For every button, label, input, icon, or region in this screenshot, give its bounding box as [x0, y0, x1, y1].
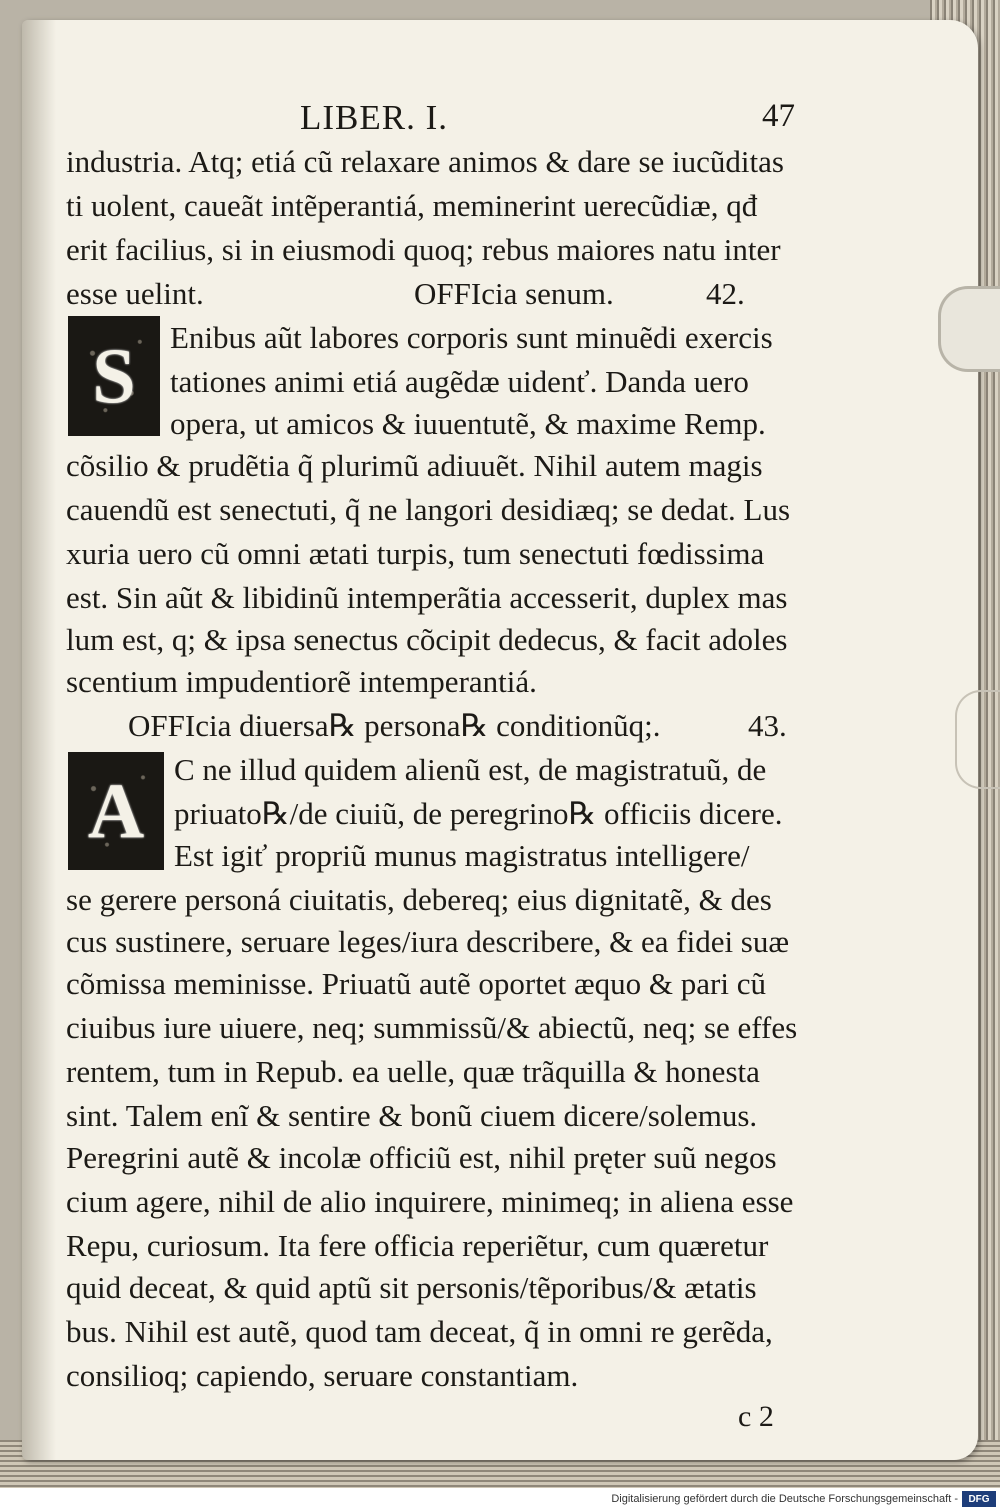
text-line: tationes animi etiá augẽdæ uidenť. Danda uero [170, 364, 749, 399]
running-head: LIBER. I. [300, 98, 449, 137]
text-line: C ne illud quidem alienũ est, de magistratuũ, de [174, 752, 767, 787]
text-line: Enibus aũt labores corporis sunt minuẽdi exercis [170, 320, 773, 355]
section-heading: OFFIcia diuersa℞ persona℞ conditionũq;. [128, 708, 661, 743]
section-heading: OFFIcia senum. [414, 276, 614, 311]
text-line: ciuibus iure uiuere, neq; summissũ/& abiectũ, neq; se effes [66, 1010, 798, 1045]
section-number: 43. [748, 708, 787, 743]
text-line: industria. Atq; etiá cũ relaxare animos & dare se iucũditas [66, 144, 784, 179]
text-line: priuato℞/de ciuiũ, de peregrino℞ officiis dicere. [174, 796, 783, 831]
text-line: cus sustinere, seruare leges/iura describere, & ea fidei suæ [66, 924, 790, 959]
text-line: quid deceat, & quid aptũ sit personis/tẽporibus/& ætatis [66, 1270, 757, 1305]
text-line: consilioq; capiendo, seruare constantiam. [66, 1358, 579, 1393]
text-line: erit facilius, si in eiusmodi quoq; rebus maiores natu inter [66, 232, 781, 267]
funding-credit: Digitalisierung gefördert durch die Deutsche Forschungsgemeinschaft - [611, 1493, 958, 1505]
text-line: esse uelint. [66, 276, 204, 311]
text-line: cõsilio & prudẽtia q̃ plurimũ adiuuẽt. Nihil autem magis [66, 448, 763, 483]
decorated-initial: S [68, 316, 160, 436]
text-line: Est igiť propriũ munus magistratus intelligere/ [174, 838, 750, 873]
page-clip [938, 286, 1000, 372]
text-line: ti uolent, caueãt intẽperantiá, meminerint uerecũdiæ, qđ [66, 188, 758, 223]
text-line: cium agere, nihil de alio inquirere, minimeq; in aliena esse [66, 1184, 794, 1219]
text-line: se gerere personá ciuitatis, debereq; eius dignitatẽ, & des [66, 882, 772, 917]
text-line: bus. Nihil est autẽ, quod tam deceat, q̃ in omni re gerẽda, [66, 1314, 773, 1349]
text-line: xuria uero cũ omni ætati turpis, tum senectuti fœdissima [66, 536, 765, 571]
text-line: est. Sin aũt & libidinũ intemperãtia accesserit, duplex mas [66, 580, 788, 615]
dfg-logo-icon[interactable]: DFG [962, 1491, 996, 1507]
page-gutter [22, 20, 56, 1460]
text-line: opera, ut amicos & iuuentutẽ, & maxime Remp. [170, 406, 766, 441]
text-line: rentem, tum in Repub. ea uelle, quæ trãquilla & honesta [66, 1054, 760, 1089]
folio-number: 47 [762, 98, 795, 134]
decorated-initial: A [68, 752, 164, 870]
text-line: scentium impudentiorẽ intemperantiá. [66, 664, 537, 699]
text-line: sint. Talem enĩ & sentire & bonũ ciuem dicere/solemus. [66, 1098, 758, 1133]
text-line: cõmissa meminisse. Priuatũ autẽ oportet æquo & pari cũ [66, 966, 766, 1001]
signature-mark: c 2 [738, 1400, 774, 1433]
text-line: lum est, q; & ipsa senectus cõcipit dedecus, & facit adoles [66, 622, 788, 657]
text-line: cauendũ est senectuti, q̃ ne langori desidiæq; se dedat. Lus [66, 492, 791, 527]
section-number: 42. [706, 276, 745, 311]
page-clip-lower [955, 690, 1000, 789]
text-line: Peregrini autẽ & incolæ officiũ est, nihil pręter suũ negos [66, 1140, 777, 1175]
text-line: Repu, curiosum. Ita fere officia reperiẽtur, cum quæretur [66, 1228, 769, 1263]
